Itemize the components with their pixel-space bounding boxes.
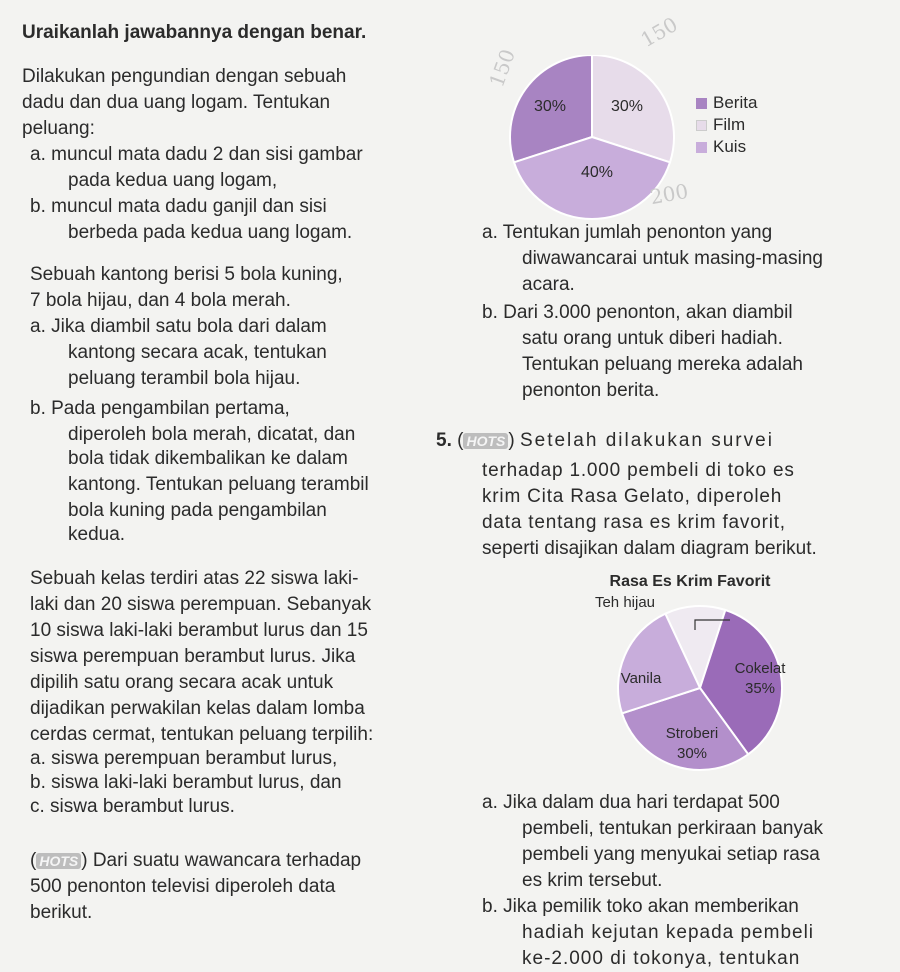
q2-b: diperoleh bola merah, dicatat, dan [68, 424, 356, 445]
q3-item: b. siswa laki-laki berambut lurus, dan [30, 772, 342, 793]
q5-number: 5. [436, 430, 452, 451]
instruction-heading: Uraikanlah jawabannya dengan benar. [22, 22, 367, 43]
pie1-slice-label: 30% [610, 98, 644, 115]
legend-swatch [696, 98, 707, 109]
tv-q-b: penonton berita. [522, 380, 660, 401]
hots-badge: HOTS [463, 433, 508, 449]
q3-line: laki dan 20 siswa perempuan. Sebanyak [30, 594, 372, 615]
legend-item-kuis [696, 136, 757, 158]
pie2-slice-label: Stroberi [665, 725, 719, 742]
q5-a: a. Jika dalam dua hari terdapat 500 [482, 792, 780, 813]
q2-a: peluang terambil bola hijau. [68, 368, 301, 389]
q1-a: pada kedua uang logam, [68, 170, 278, 191]
tv-q-b: Tentukan peluang mereka adalah [522, 354, 803, 375]
q1-b: berbeda pada kedua uang logam. [68, 222, 353, 243]
legend-item-berita [696, 92, 757, 114]
legend-swatch [696, 120, 707, 131]
handwritten-scribble: 200 [648, 178, 690, 210]
tv-q-a: diwawancarai untuk masing-masing [522, 248, 823, 269]
pie2-slice-label: 35% [744, 680, 776, 697]
legend-label: Film [713, 115, 746, 134]
q1-a: a. muncul mata dadu 2 dan sisi gambar [30, 144, 363, 165]
q1-line: peluang: [22, 118, 95, 139]
q5-line: seperti disajikan dalam diagram berikut. [482, 538, 817, 559]
q2-b: kedua. [68, 524, 126, 545]
pie1-legend [696, 92, 757, 158]
q5-a: es krim tersebut. [522, 870, 663, 891]
q5-line: 5. ( HOTS ) Setelah dilakukan survei [436, 430, 774, 451]
q3-line: dipilih satu orang secara acak untuk [30, 672, 334, 693]
tv-q-a: a. Tentukan jumlah penonton yang [482, 222, 773, 243]
q4-line: 500 penonton televisi diperoleh data [30, 876, 336, 897]
q2-b: b. Pada pengambilan pertama, [30, 398, 290, 419]
pie1-slice-label: 40% [580, 164, 614, 181]
handwritten-scribble: 150 [484, 45, 520, 91]
q5-line: terhadap 1.000 pembeli di toko es [482, 460, 795, 481]
pie2-slice-label: 30% [676, 745, 708, 762]
legend-item-film [696, 114, 757, 136]
q5-a: pembeli yang menyukai setiap rasa [522, 844, 820, 865]
pie1-slice-label: 30% [533, 98, 567, 115]
handwritten-scribble: 150 [636, 12, 682, 52]
q3-line: cerdas cermat, tentukan peluang terpilih: [30, 724, 374, 745]
q3-line: 10 siswa laki-laki berambut lurus dan 15 [30, 620, 368, 641]
pie2-slice-label: Vanila [620, 670, 662, 687]
legend-label: Berita [713, 93, 758, 112]
q2-b: bola tidak dikembalikan ke dalam [68, 448, 348, 469]
ice-cream-pie-chart [560, 568, 820, 778]
q5-b: ke-2.000 di tokonya, tentukan [522, 948, 801, 969]
q1-line: dadu dan dua uang logam. Tentukan [22, 92, 331, 113]
q5-line: krim Cita Rasa Gelato, diperoleh [482, 486, 783, 507]
tv-q-b: satu orang untuk diberi hadiah. [522, 328, 783, 349]
q5-a: pembeli, tentukan perkiraan banyak [522, 818, 824, 839]
q5-b: b. Jika pemilik toko akan memberikan [482, 896, 799, 917]
q2-line: Sebuah kantong berisi 5 bola kuning, [30, 264, 343, 285]
q2-a: kantong secara acak, tentukan [68, 342, 327, 363]
q2-b: kantong. Tentukan peluang terambil [68, 474, 369, 495]
pie2-slice-label: Cokelat [734, 660, 786, 677]
pie2-slice-label: Teh hijau [594, 594, 656, 611]
q3-line: dijadikan perwakilan kelas dalam lomba [30, 698, 365, 719]
q2-line: 7 bola hijau, dan 4 bola merah. [30, 290, 291, 311]
q3-line: siswa perempuan berambut lurus. Jika [30, 646, 356, 667]
hots-badge: HOTS [36, 853, 81, 869]
tv-q-b: b. Dari 3.000 penonton, akan diambil [482, 302, 793, 323]
q2-b: bola kuning pada pengambilan [68, 500, 327, 521]
pie2-title: Rasa Es Krim Favorit [609, 573, 771, 590]
tv-q-a: acara. [522, 274, 575, 295]
q3-item: a. siswa perempuan berambut lurus, [30, 748, 338, 769]
q5-text: Setelah dilakukan survei [519, 430, 774, 451]
q3-item: c. siswa berambut lurus. [30, 796, 235, 817]
q5-b: hadiah kejutan kepada pembeli [522, 922, 815, 943]
q3-line: Sebuah kelas terdiri atas 22 siswa laki- [30, 568, 359, 589]
legend-swatch [696, 142, 707, 153]
legend-label: Kuis [713, 137, 747, 156]
q4-line: berikut. [30, 902, 93, 923]
q2-a: a. Jika diambil satu bola dari dalam [30, 316, 327, 337]
q4-line: ( HOTS ) Dari suatu wawancara terhadap [30, 850, 362, 871]
q1-b: b. muncul mata dadu ganjil dan sisi [30, 196, 327, 217]
q1-line: Dilakukan pengundian dengan sebuah [22, 66, 347, 87]
q5-line: data tentang rasa es krim favorit, [482, 512, 786, 533]
q4-text: Dari suatu wawancara terhadap [92, 850, 362, 871]
